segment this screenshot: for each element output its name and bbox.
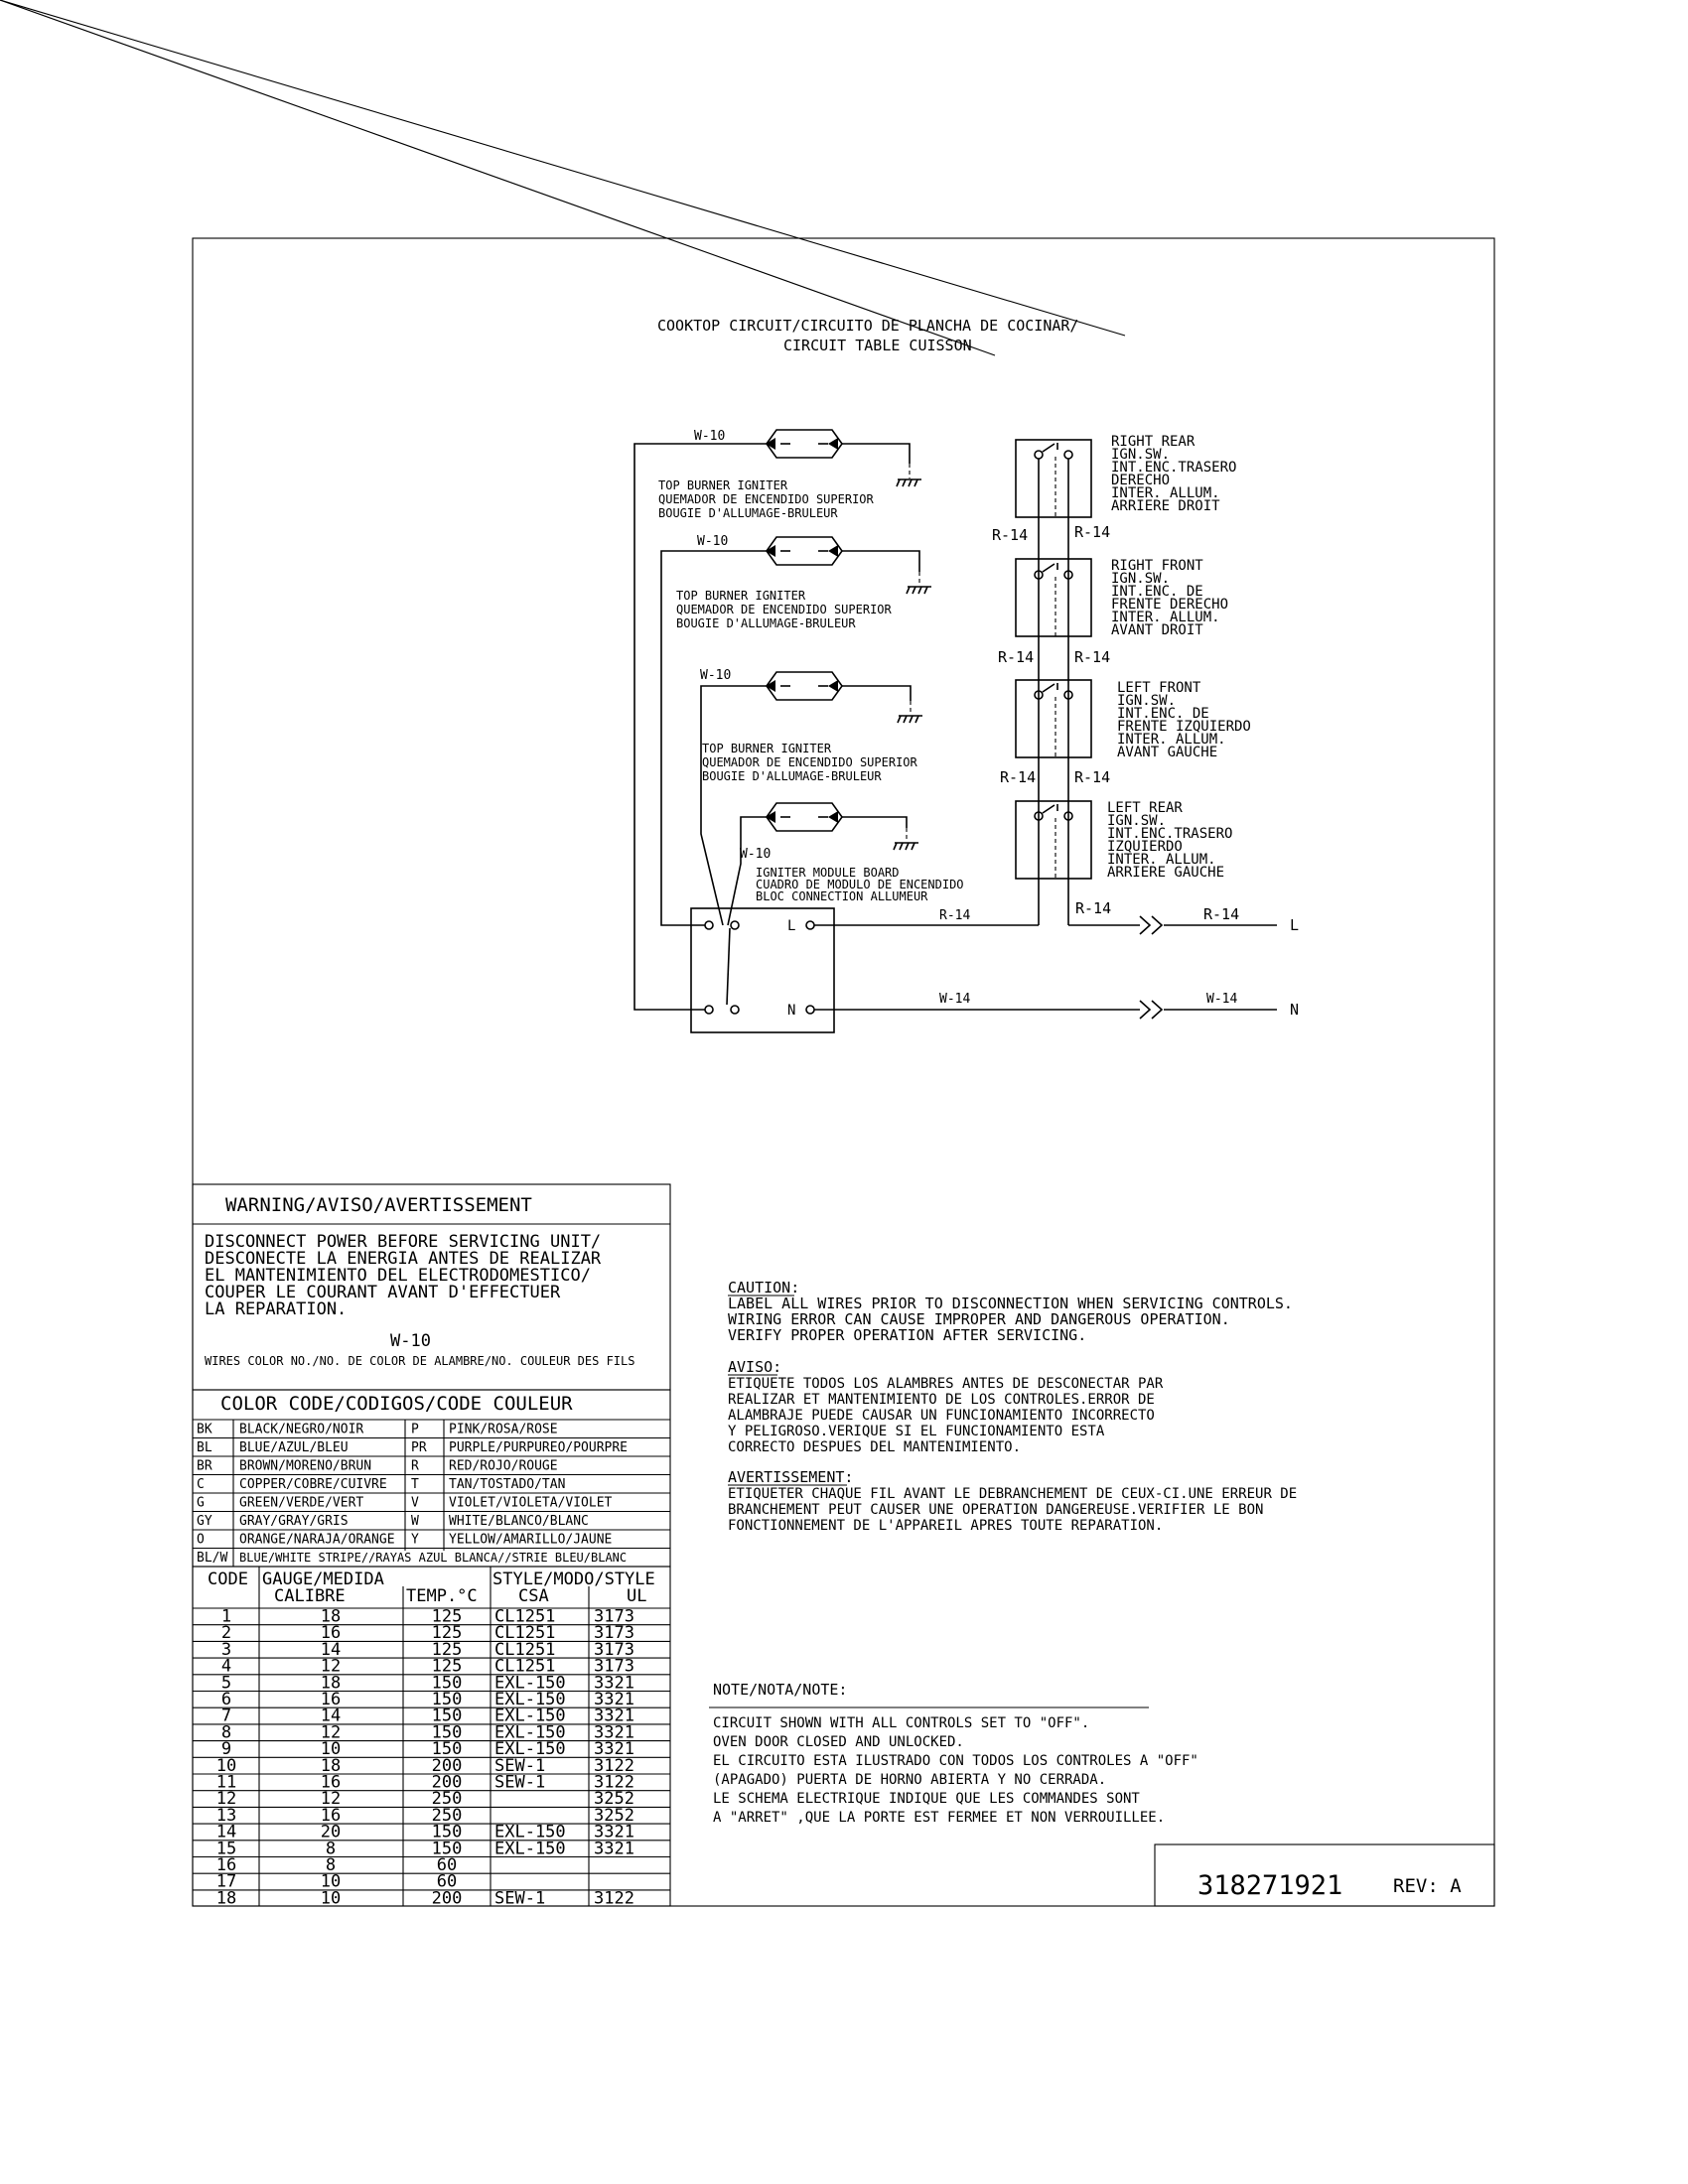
gauge-cell: EXL-150 bbox=[494, 1690, 566, 1709]
gauge-cell: 250 bbox=[431, 1789, 463, 1810]
wire-example-label: W-10 bbox=[390, 1331, 431, 1351]
svg-text:IGN.SW.: IGN.SW. bbox=[1117, 693, 1177, 709]
igniter-module-wire-label: W-10 bbox=[740, 847, 772, 862]
svg-text:CORRECTO DESPUES DEL MANTENIMI: CORRECTO DESPUES DEL MANTENIMIENTO. bbox=[728, 1439, 1022, 1455]
svg-text:AVANT DROIT: AVANT DROIT bbox=[1111, 622, 1203, 638]
svg-text:R-14: R-14 bbox=[998, 648, 1035, 666]
svg-text:IZQUIERDO: IZQUIERDO bbox=[1107, 839, 1183, 855]
gauge-cell: 10 bbox=[215, 1755, 237, 1776]
igniter-module-leads bbox=[634, 444, 767, 1010]
igniter-module-line1: IGNITER MODULE BOARD bbox=[756, 866, 900, 880]
aviso-heading: AVISO: bbox=[728, 1358, 782, 1376]
gauge-cell: 125 bbox=[431, 1639, 463, 1660]
igniter-module-box bbox=[691, 908, 834, 1032]
color-code-cell: T bbox=[411, 1477, 419, 1492]
igniter-1 bbox=[658, 429, 875, 520]
gauge-cell: 12 bbox=[320, 1789, 342, 1810]
color-code-cell: BK bbox=[197, 1422, 212, 1437]
gauge-cell: 15 bbox=[215, 1839, 237, 1859]
svg-text:IGN.SW.: IGN.SW. bbox=[1107, 813, 1167, 829]
caution-heading: CAUTION: bbox=[728, 1279, 800, 1297]
module-terminal-n: N bbox=[787, 1003, 796, 1019]
gauge-cell: 3122 bbox=[594, 1755, 634, 1776]
gauge-cell: 11 bbox=[215, 1772, 237, 1793]
svg-text:ETIQUETER CHAQUE FIL AVANT LE: ETIQUETER CHAQUE FIL AVANT LE DEBRANCHEMENT DE CEUX-CI.UNE ERREUR DE bbox=[728, 1486, 1298, 1502]
color-code-cell: BR bbox=[197, 1458, 212, 1474]
gauge-cell: CL1251 bbox=[494, 1656, 556, 1677]
svg-text:COUPER LE COURANT AVANT D'EFFE: COUPER LE COURANT AVANT D'EFFECTUER bbox=[205, 1283, 561, 1302]
svg-text:FRENTE DERECHO: FRENTE DERECHO bbox=[1111, 597, 1229, 613]
svg-text:INTER. ALLUM.: INTER. ALLUM. bbox=[1111, 485, 1220, 501]
gauge-cell: 150 bbox=[431, 1839, 463, 1859]
color-code-cell: GREEN/VERDE/VERT bbox=[239, 1495, 364, 1511]
gauge-cell: 150 bbox=[431, 1706, 463, 1726]
gauge-cell: 3321 bbox=[594, 1690, 634, 1709]
gauge-cell: 150 bbox=[431, 1673, 463, 1694]
gauge-cell: 14 bbox=[215, 1822, 237, 1843]
gauge-cell: CL1251 bbox=[494, 1639, 556, 1660]
gauge-cell: 10 bbox=[320, 1871, 342, 1892]
svg-text:DISCONNECT POWER BEFORE SERVIC: DISCONNECT POWER BEFORE SERVICING UNIT/ bbox=[205, 1232, 602, 1252]
svg-text:R-14: R-14 bbox=[939, 908, 971, 923]
igniter-3-wire-label: W-10 bbox=[700, 668, 732, 683]
avertissement-heading: AVERTISSEMENT: bbox=[728, 1468, 854, 1486]
gauge-cell: EXL-150 bbox=[494, 1739, 566, 1760]
gauge-cell: 200 bbox=[431, 1772, 463, 1793]
sheet-border bbox=[193, 238, 1494, 1909]
title-underline-1 bbox=[0, 0, 1125, 336]
gauge-cell: 8 bbox=[325, 1855, 337, 1875]
color-code-cell: V bbox=[411, 1495, 419, 1511]
svg-text:W-14: W-14 bbox=[939, 992, 971, 1007]
color-code-cell: O bbox=[197, 1532, 205, 1548]
gauge-cell: CL1251 bbox=[494, 1606, 556, 1627]
color-code-cell: P bbox=[411, 1422, 419, 1437]
svg-text:OVEN DOOR CLOSED AND UNLOCKED.: OVEN DOOR CLOSED AND UNLOCKED. bbox=[713, 1734, 964, 1750]
gauge-cell: 18 bbox=[320, 1673, 342, 1694]
color-code-cell: C bbox=[197, 1477, 205, 1492]
color-code-title: COLOR CODE/CODIGOS/CODE COULEUR bbox=[220, 1393, 573, 1415]
svg-text:CSA: CSA bbox=[518, 1586, 549, 1606]
svg-text:EL MANTENIMIENTO DEL ELECTRODO: EL MANTENIMIENTO DEL ELECTRODOMESTICO/ bbox=[205, 1266, 591, 1286]
igniter-module-line2: CUADRO DE MODULO DE ENCENDIDO bbox=[756, 878, 964, 891]
gauge-cell: 8 bbox=[325, 1839, 337, 1859]
gauge-cell: 2 bbox=[220, 1623, 232, 1644]
svg-text:Y PELIGROSO.VERIQUE SI EL FUNC: Y PELIGROSO.VERIQUE SI EL FUNCIONAMIENTO ESTA bbox=[728, 1424, 1105, 1439]
gauge-cell: 3122 bbox=[594, 1888, 634, 1909]
gauge-cell: 60 bbox=[436, 1855, 458, 1875]
gauge-cell: 14 bbox=[320, 1706, 342, 1726]
wire-color-caption: WIRES COLOR NO./NO. DE COLOR DE ALAMBRE/NO. COULEUR DES FILS bbox=[205, 1354, 635, 1368]
gauge-cell: 125 bbox=[431, 1606, 463, 1627]
svg-text:GAUGE/MEDIDA: GAUGE/MEDIDA bbox=[262, 1570, 384, 1589]
svg-text:ARRIERE GAUCHE: ARRIERE GAUCHE bbox=[1107, 865, 1225, 881]
color-code-cell: VIOLET/VIOLETA/VIOLET bbox=[449, 1495, 613, 1511]
svg-text:R-14: R-14 bbox=[1000, 768, 1037, 786]
svg-text:TEMP.°C: TEMP.°C bbox=[406, 1586, 478, 1606]
gauge-cell: 8 bbox=[220, 1722, 232, 1743]
gauge-cell: EXL-150 bbox=[494, 1822, 566, 1843]
svg-text:LA REPARATION.: LA REPARATION. bbox=[205, 1299, 348, 1319]
gauge-cell: 60 bbox=[436, 1871, 458, 1892]
module-terminal-l: L bbox=[787, 918, 796, 934]
part-number: 318271921 bbox=[1197, 1870, 1343, 1901]
svg-text:REALIZAR ET MANTENIMIENTO DE L: REALIZAR ET MANTENIMIENTO DE LOS CONTROLES.ERROR DE bbox=[728, 1392, 1155, 1408]
gauge-cell: 3321 bbox=[594, 1722, 634, 1743]
gauge-cell: 7 bbox=[220, 1706, 232, 1726]
warning-panel bbox=[193, 1184, 670, 1390]
igniter-2-wire-label: W-10 bbox=[697, 534, 729, 549]
revision: REV: A bbox=[1393, 1875, 1462, 1897]
gauge-cell: 3 bbox=[220, 1639, 232, 1660]
svg-text:LEFT REAR: LEFT REAR bbox=[1107, 800, 1183, 816]
igniter-1-line2: QUEMADOR DE ENCENDIDO SUPERIOR bbox=[658, 492, 874, 506]
svg-text:INT.ENC. DE: INT.ENC. DE bbox=[1111, 584, 1203, 600]
gauge-cell: EXL-150 bbox=[494, 1706, 566, 1726]
gauge-cell: 16 bbox=[215, 1855, 237, 1875]
gauge-cell: 16 bbox=[320, 1623, 342, 1644]
svg-text:INTER. ALLUM.: INTER. ALLUM. bbox=[1107, 852, 1216, 868]
color-code-cell: BLACK/NEGRO/NOIR bbox=[239, 1422, 364, 1437]
gauge-cell: 18 bbox=[320, 1755, 342, 1776]
warning-title: WARNING/AVISO/AVERTISSEMENT bbox=[225, 1194, 532, 1216]
svg-text:EL CIRCUITO ESTA ILUSTRADO CON: EL CIRCUITO ESTA ILUSTRADO CON TODOS LOS CONTROLES A "OFF" bbox=[713, 1753, 1198, 1769]
svg-text:ARRIERE DROIT: ARRIERE DROIT bbox=[1111, 498, 1220, 514]
igniter-3-line1: TOP BURNER IGNITER bbox=[702, 742, 832, 755]
color-code-cell: TAN/TOSTADO/TAN bbox=[449, 1477, 566, 1492]
svg-text:IGN.SW.: IGN.SW. bbox=[1111, 447, 1171, 463]
svg-text:DERECHO: DERECHO bbox=[1111, 473, 1171, 488]
gauge-cell: 1 bbox=[220, 1606, 232, 1627]
gauge-table bbox=[193, 1567, 670, 1908]
line-terminal-n: N bbox=[1290, 1001, 1300, 1019]
diagram-title-line1: COOKTOP CIRCUIT/CIRCUITO DE PLANCHA DE COCINAR/ bbox=[657, 317, 1079, 335]
color-code-stripe-desc: BLUE/WHITE STRIPE//RAYAS AZUL BLANCA//STRIE BLEU/BLANC bbox=[239, 1551, 628, 1565]
title-underline-2 bbox=[0, 0, 995, 355]
svg-text:CALIBRE: CALIBRE bbox=[274, 1586, 346, 1606]
gauge-cell: 9 bbox=[220, 1739, 232, 1760]
svg-text:R-14: R-14 bbox=[992, 526, 1029, 544]
gauge-cell: 6 bbox=[220, 1690, 232, 1709]
gauge-cell: 16 bbox=[320, 1805, 342, 1826]
title-block bbox=[1155, 1844, 1494, 1906]
svg-text:BRANCHEMENT PEUT CAUSER UNE OP: BRANCHEMENT PEUT CAUSER UNE OPERATION DANGEREUSE.VERIFIER LE BON bbox=[728, 1502, 1264, 1518]
gauge-cell: 250 bbox=[431, 1805, 463, 1826]
gauge-cell: 125 bbox=[431, 1656, 463, 1677]
svg-text:LEFT FRONT: LEFT FRONT bbox=[1117, 680, 1201, 696]
igniter-module bbox=[740, 803, 964, 903]
svg-text:CIRCUIT SHOWN WITH ALL CONTROL: CIRCUIT SHOWN WITH ALL CONTROLS SET TO "OFF". bbox=[713, 1715, 1090, 1731]
gauge-cell: 200 bbox=[431, 1755, 463, 1776]
gauge-cell: SEW-1 bbox=[494, 1772, 546, 1793]
svg-text:UL: UL bbox=[627, 1586, 647, 1606]
color-code-cell: G bbox=[197, 1495, 205, 1511]
igniter-3-line2: QUEMADOR DE ENCENDIDO SUPERIOR bbox=[702, 755, 917, 769]
color-code-cell: Y bbox=[411, 1532, 419, 1548]
svg-text:INTER. ALLUM.: INTER. ALLUM. bbox=[1117, 732, 1226, 748]
igniter-3-line3: BOUGIE D'ALLUMAGE-BRULEUR bbox=[702, 769, 882, 783]
switch-left-rear-label bbox=[1107, 800, 1232, 881]
svg-text:ETIQUETE TODOS LOS ALAMBRES AN: ETIQUETE TODOS LOS ALAMBRES ANTES DE DESCONECTAR PAR bbox=[728, 1376, 1164, 1392]
svg-text:VERIFY PROPER OPERATION AFTER: VERIFY PROPER OPERATION AFTER SERVICING. bbox=[728, 1326, 1087, 1344]
svg-text:A "ARRET" ,QUE LA PORTE EST FE: A "ARRET" ,QUE LA PORTE EST FERMEE ET NON VERROUILLEE. bbox=[713, 1810, 1166, 1826]
gauge-cell: EXL-150 bbox=[494, 1839, 566, 1859]
color-code-cell: GRAY/GRAY/GRIS bbox=[239, 1514, 349, 1529]
gauge-cell: 16 bbox=[320, 1772, 342, 1793]
svg-text:R-14: R-14 bbox=[1203, 905, 1240, 923]
color-code-cell: BROWN/MORENO/BRUN bbox=[239, 1458, 372, 1474]
svg-text:R-14: R-14 bbox=[1075, 899, 1112, 917]
gauge-cell: 3252 bbox=[594, 1789, 634, 1810]
caution-notes bbox=[728, 1279, 1297, 1534]
gauge-cell: 12 bbox=[320, 1656, 342, 1677]
svg-text:WIRING ERROR CAN CAUSE IMPROPE: WIRING ERROR CAN CAUSE IMPROPER AND DANGEROUS OPERATION. bbox=[728, 1310, 1230, 1328]
igniter-1-line1: TOP BURNER IGNITER bbox=[658, 478, 788, 492]
svg-text:R-14: R-14 bbox=[1074, 648, 1111, 666]
svg-text:R-14: R-14 bbox=[1074, 768, 1111, 786]
gauge-cell: 125 bbox=[431, 1623, 463, 1644]
svg-text:STYLE/MODO/STYLE: STYLE/MODO/STYLE bbox=[492, 1570, 655, 1589]
gauge-cell: 200 bbox=[431, 1888, 463, 1909]
svg-text:FRENTE IZQUIERDO: FRENTE IZQUIERDO bbox=[1117, 719, 1251, 735]
gauge-cell: 3321 bbox=[594, 1739, 634, 1760]
switch-right-rear-label bbox=[1111, 434, 1236, 514]
color-code-cell: ORANGE/NARAJA/ORANGE bbox=[239, 1532, 395, 1548]
gauge-cell: 3173 bbox=[594, 1639, 634, 1660]
gauge-cell: 3252 bbox=[594, 1805, 634, 1826]
svg-text:IGN.SW.: IGN.SW. bbox=[1111, 571, 1171, 587]
igniter-module-line3: BLOC CONNECTION ALLUMEUR bbox=[756, 889, 928, 903]
svg-text:RIGHT REAR: RIGHT REAR bbox=[1111, 434, 1196, 450]
gauge-cell: 3122 bbox=[594, 1772, 634, 1793]
svg-text:INTER. ALLUM.: INTER. ALLUM. bbox=[1111, 610, 1220, 625]
gauge-cell: 14 bbox=[320, 1639, 342, 1660]
color-code-cell: PURPLE/PURPUREO/POURPRE bbox=[449, 1440, 629, 1455]
color-code-cell: GY bbox=[197, 1514, 212, 1529]
note-panel bbox=[709, 1681, 1198, 1826]
switch-right-front-label bbox=[1111, 558, 1228, 638]
gauge-cell: 13 bbox=[215, 1805, 237, 1826]
gauge-cell: 17 bbox=[215, 1871, 237, 1892]
gauge-cell: 20 bbox=[320, 1822, 342, 1843]
gauge-cell: 12 bbox=[320, 1722, 342, 1743]
gauge-cell: 10 bbox=[320, 1888, 342, 1909]
svg-text:(APAGADO) PUERTA DE HORNO ABIE: (APAGADO) PUERTA DE HORNO ABIERTA Y NO CERRADA. bbox=[713, 1772, 1107, 1788]
igniter-1-wire-label: W-10 bbox=[694, 429, 726, 444]
svg-text:INT.ENC. DE: INT.ENC. DE bbox=[1117, 706, 1209, 722]
color-code-cell: YELLOW/AMARILLO/JAUNE bbox=[449, 1532, 613, 1548]
gauge-cell: 3173 bbox=[594, 1656, 634, 1677]
igniter-2 bbox=[676, 534, 893, 630]
diagram-title-line2: CIRCUIT TABLE CUISSON bbox=[783, 337, 972, 354]
gauge-cell: 4 bbox=[220, 1656, 232, 1677]
gauge-cell: EXL-150 bbox=[494, 1673, 566, 1694]
gauge-cell: 150 bbox=[431, 1822, 463, 1843]
line-terminal-l: L bbox=[1290, 916, 1300, 934]
color-code-cell: R bbox=[411, 1458, 419, 1474]
color-code-cell: BL bbox=[197, 1440, 212, 1455]
gauge-cell: 5 bbox=[220, 1673, 232, 1694]
gauge-cell: 18 bbox=[215, 1888, 237, 1909]
gauge-cell: 3173 bbox=[594, 1606, 634, 1627]
igniter-2-line1: TOP BURNER IGNITER bbox=[676, 589, 806, 603]
svg-text:R-14: R-14 bbox=[1074, 523, 1111, 541]
svg-text:DESCONECTE LA ENERGIA ANTES DE: DESCONECTE LA ENERGIA ANTES DE REALIZAR bbox=[205, 1249, 602, 1269]
igniter-2-line3: BOUGIE D'ALLUMAGE-BRULEUR bbox=[676, 616, 856, 630]
gauge-cell: 3321 bbox=[594, 1822, 634, 1843]
gauge-cell: 150 bbox=[431, 1739, 463, 1760]
svg-text:INT.ENC.TRASERO: INT.ENC.TRASERO bbox=[1111, 460, 1237, 476]
gauge-cell: EXL-150 bbox=[494, 1722, 566, 1743]
gauge-cell: SEW-1 bbox=[494, 1755, 546, 1776]
gauge-cell: 12 bbox=[215, 1789, 237, 1810]
ignition-switches bbox=[1016, 440, 1091, 925]
svg-text:FONCTIONNEMENT DE L'APPAREIL A: FONCTIONNEMENT DE L'APPAREIL APRES TOUTE REPARATION. bbox=[728, 1518, 1164, 1534]
color-code-cell: COPPER/COBRE/CUIVRE bbox=[239, 1477, 387, 1492]
svg-text:INT.ENC.TRASERO: INT.ENC.TRASERO bbox=[1107, 826, 1233, 842]
gauge-cell: 10 bbox=[320, 1739, 342, 1760]
gauge-cell: 3321 bbox=[594, 1839, 634, 1859]
igniter-2-line2: QUEMADOR DE ENCENDIDO SUPERIOR bbox=[676, 603, 892, 616]
svg-text:LE SCHEMA ELECTRIQUE INDIQUE Q: LE SCHEMA ELECTRIQUE INDIQUE QUE LES COMMANDES SONT bbox=[713, 1791, 1140, 1807]
switch-left-front-label bbox=[1117, 680, 1251, 760]
svg-text:AVANT GAUCHE: AVANT GAUCHE bbox=[1117, 745, 1218, 760]
color-code-cell: RED/ROJO/ROUGE bbox=[449, 1458, 558, 1474]
svg-text:W-14: W-14 bbox=[1206, 992, 1238, 1007]
color-code-cell: W bbox=[411, 1514, 419, 1529]
gauge-cell: CL1251 bbox=[494, 1623, 556, 1644]
color-code-cell: WHITE/BLANCO/BLANC bbox=[449, 1514, 589, 1529]
color-code-stripe-code: BL/W bbox=[197, 1551, 228, 1566]
color-code-cell: PINK/ROSA/ROSE bbox=[449, 1422, 558, 1437]
gauge-cell: 16 bbox=[320, 1690, 342, 1709]
gauge-cell: SEW-1 bbox=[494, 1888, 546, 1909]
gauge-cell: 3321 bbox=[594, 1706, 634, 1726]
svg-text:RIGHT FRONT: RIGHT FRONT bbox=[1111, 558, 1203, 574]
note-heading: NOTE/NOTA/NOTE: bbox=[713, 1681, 848, 1699]
svg-text:LABEL ALL WIRES PRIOR TO DISCO: LABEL ALL WIRES PRIOR TO DISCONNECTION WHEN SERVICING CONTROLS. bbox=[728, 1295, 1293, 1312]
svg-text:CODE: CODE bbox=[208, 1570, 248, 1589]
igniter-1-line3: BOUGIE D'ALLUMAGE-BRULEUR bbox=[658, 506, 838, 520]
supply-lines bbox=[814, 916, 1299, 1019]
gauge-cell: 3321 bbox=[594, 1673, 634, 1694]
color-code-cell: BLUE/AZUL/BLEU bbox=[239, 1440, 349, 1455]
gauge-cell: 150 bbox=[431, 1722, 463, 1743]
gauge-cell: 18 bbox=[320, 1606, 342, 1627]
color-code-cell: PR bbox=[411, 1440, 427, 1455]
svg-text:ALAMBRAJE PUEDE CAUSAR UN FUNC: ALAMBRAJE PUEDE CAUSAR UN FUNCIONAMIENTO INCORRECTO bbox=[728, 1408, 1155, 1424]
gauge-cell: 150 bbox=[431, 1690, 463, 1709]
gauge-cell: 3173 bbox=[594, 1623, 634, 1644]
color-code-table bbox=[193, 1390, 670, 1567]
